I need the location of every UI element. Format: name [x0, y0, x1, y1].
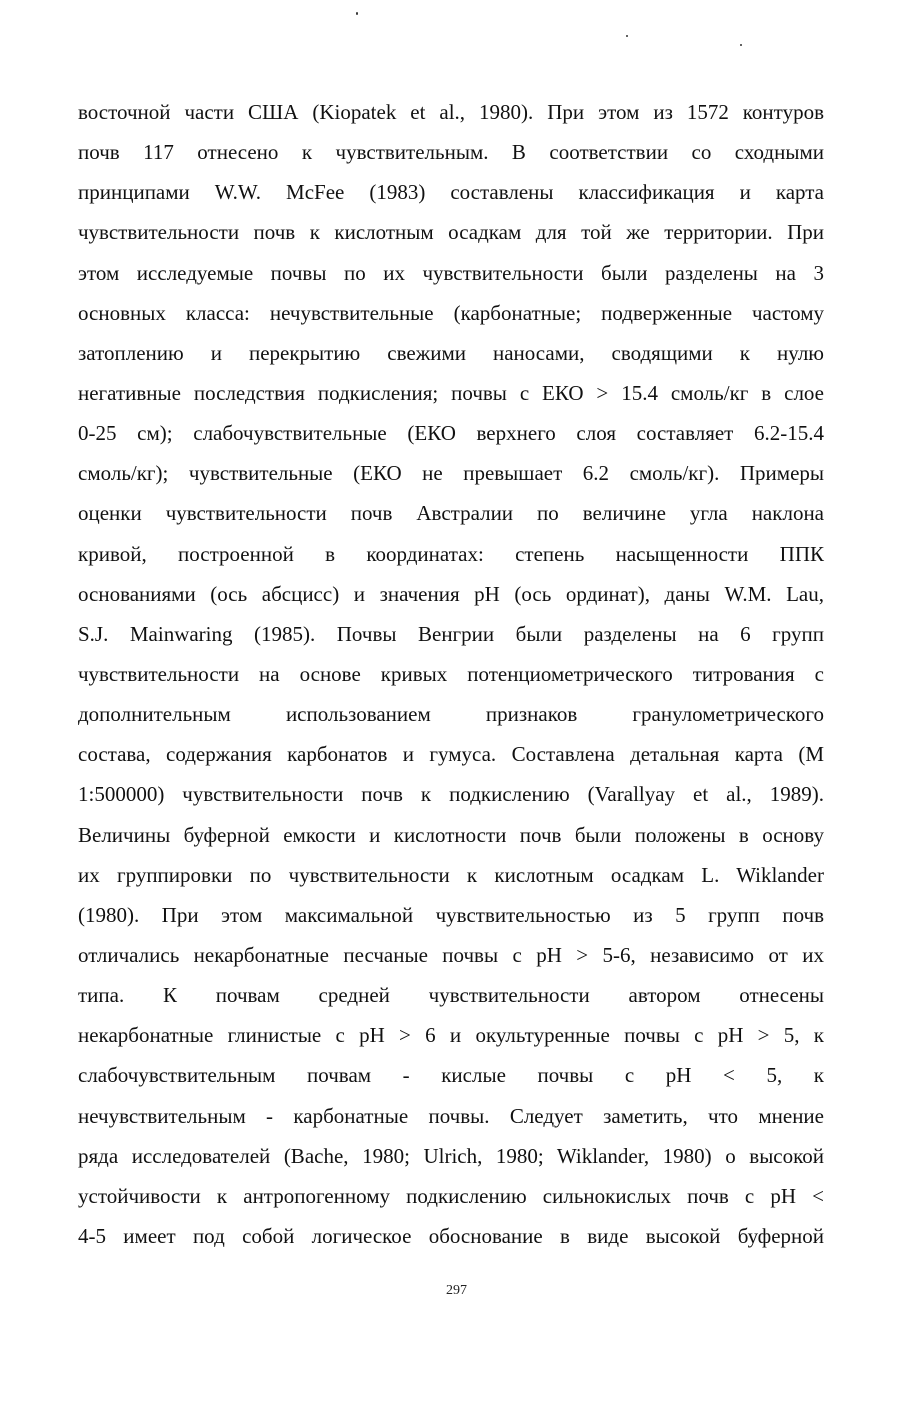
- page-number: 297: [446, 1283, 467, 1298]
- text-line: типа. К почвам средней чувствительности автором отнесены: [78, 983, 824, 1008]
- text-line: S.J. Mainwaring (1985). Почвы Венгрии были разделены на 6 групп: [78, 621, 824, 646]
- text-line: дополнительным использованием признаков гранулометрического: [78, 702, 824, 727]
- text-line: 0-25 см); слабочувствительные (ЕКО верхнего слоя составляет 6.2-15.4: [78, 421, 824, 446]
- scan-speck: [626, 35, 628, 37]
- text-line: слабочувствительным почвам - кислые почвы с pH < 5, к: [78, 1063, 824, 1088]
- text-line: нечувствительным - карбонатные почвы. Следует заметить, что мнение: [78, 1103, 824, 1128]
- body-text: [78, 92, 824, 1256]
- text-line: кривой, построенной в координатах: степень насыщенности ППК: [78, 541, 824, 566]
- scan-speck: [356, 12, 358, 15]
- text-line: основных класса: нечувствительные (карбонатные; подверженные частому: [78, 300, 824, 325]
- text-line: 4-5 имеет под собой логическое обоснование в виде высокой буферной: [78, 1223, 824, 1248]
- text-line: состава, содержания карбонатов и гумуса. Составлена детальная карта (М: [78, 742, 824, 767]
- text-line: негативные последствия подкисления; почвы с ЕКО > 15.4 смоль/кг в слое: [78, 380, 824, 405]
- scan-speck: [740, 44, 742, 46]
- text-line: принципами W.W. McFee (1983) составлены классификация и карта: [78, 180, 824, 205]
- text-line: ряда исследователей (Bache, 1980; Ulrich, 1980; Wiklander, 1980) о высокой: [78, 1143, 824, 1168]
- text-line: оценки чувствительности почв Австралии по величине угла наклона: [78, 501, 824, 526]
- text-line: их группировки по чувствительности к кислотным осадкам L. Wiklander: [78, 862, 824, 887]
- text-line: Величины буферной емкости и кислотности почв были положены в основу: [78, 822, 824, 847]
- text-line: чувствительности на основе кривых потенциометрического титрования с: [78, 661, 824, 686]
- text-line: чувствительности почв к кислотным осадкам для той же территории. При: [78, 220, 824, 245]
- text-line: некарбонатные глинистые с pH > 6 и окультуренные почвы с pH > 5, к: [78, 1023, 824, 1048]
- text-line: затоплению и перекрытию свежими наносами, сводящими к нулю: [78, 340, 824, 365]
- text-line: восточной части США (Kiopatek et al., 1980). При этом из 1572 контуров: [78, 100, 824, 124]
- text-line: (1980). При этом максимальной чувствительностью из 5 групп почв: [78, 902, 824, 927]
- text-line: почв 117 отнесено к чувствительным. В соответствии со сходными: [78, 140, 824, 165]
- text-line: 1:500000) чувствительности почв к подкислению (Varallyay et al., 1989).: [78, 782, 824, 807]
- text-line: устойчивости к антропогенному подкислению сильнокислых почв с pH <: [78, 1183, 824, 1208]
- text-line: этом исследуемые почвы по их чувствительности были разделены на 3: [78, 260, 824, 285]
- text-line: смоль/кг); чувствительные (ЕКО не превышает 6.2 смоль/кг). Примеры: [78, 461, 824, 486]
- text-line: отличались некарбонатные песчаные почвы с pH > 5-6, независимо от их: [78, 942, 824, 967]
- text-line: основаниями (ось абсцисс) и значения pH (ось ординат), даны W.M. Lau,: [78, 581, 824, 606]
